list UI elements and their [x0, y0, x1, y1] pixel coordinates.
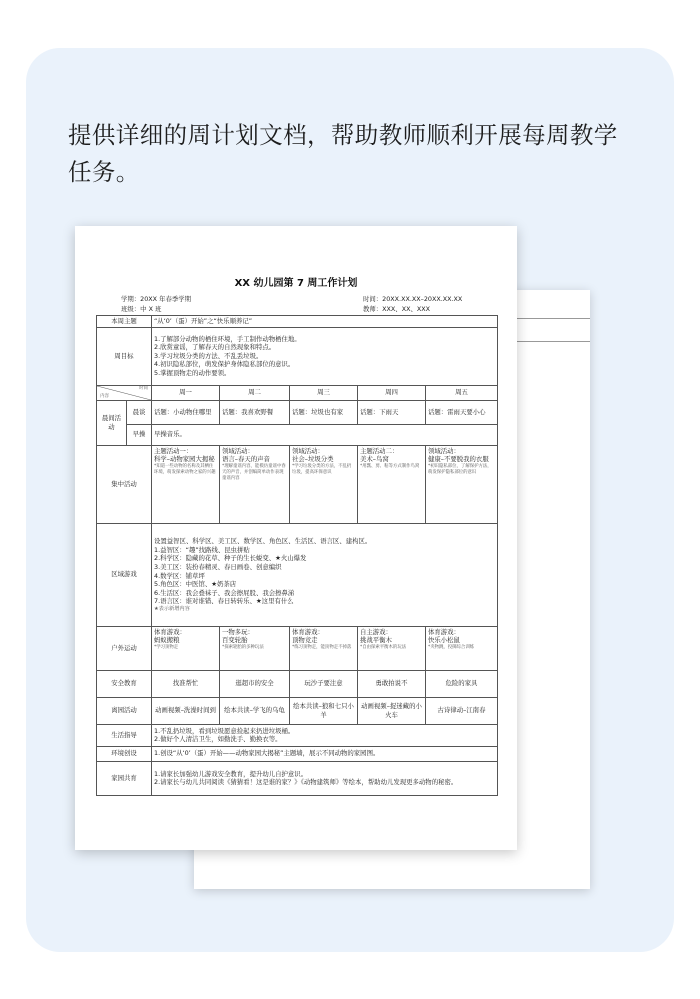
outdoor-head: 体育游戏：	[292, 627, 324, 636]
safety-item: 找准帮忙	[152, 670, 220, 697]
area-item: 7.语言区：谁对谁错、春日转转乐、★这里有什么	[154, 597, 294, 606]
back-page-cell	[509, 319, 590, 341]
parade-row	[97, 697, 498, 724]
parade-label: 离园活动	[97, 697, 152, 724]
home-list	[152, 761, 498, 795]
diag-time-label: 时间	[139, 385, 148, 391]
time-info: 时间：20XX.XX.XX–20XX.XX.XX	[363, 295, 463, 303]
home-label: 家园共育	[97, 761, 152, 795]
env-value: 1.创设“从‘0’（蛋）开始——动物家园大揭秘”主题墙，展示不同动物的家园图。	[152, 746, 498, 761]
focus-row	[97, 445, 498, 523]
env-label: 环境创设	[97, 746, 152, 761]
area-item: 设置益智区、科学区、美工区、数学区、角色区、生活区、语言区、建构区。	[154, 537, 372, 546]
outdoor-title: 挑战平衡木	[360, 636, 392, 645]
weekly-plan-document	[75, 226, 517, 850]
outdoor-head: 自主游戏：	[360, 627, 392, 636]
area-list	[152, 523, 498, 626]
outdoor-head: 体育游戏：	[154, 627, 186, 636]
safety-row	[97, 670, 498, 697]
goal-item: 3.学习垃圾分类的方法、不乱丢垃圾。	[154, 351, 263, 360]
focus-cell	[358, 445, 426, 523]
outdoor-note: *夹物跳，投掷综合训练	[428, 644, 475, 650]
outdoor-row	[97, 626, 498, 670]
parade-item: 古诗律动–江南春	[426, 697, 498, 724]
morning-talk-row	[97, 400, 498, 424]
theme-value: “从‘0’（蛋）开始”之“快乐顺养记”	[152, 316, 498, 328]
focus-note: *初识隐私部位，了解保护方法，萌发保护隐私部位的意识	[428, 463, 492, 475]
parade-item: 动画视频–捉迷藏的小火车	[358, 697, 426, 724]
day-header: 周五	[426, 385, 498, 400]
goals-row	[97, 327, 498, 385]
day-header: 周三	[290, 385, 358, 400]
morning-talk-topic: 话题：垃圾也有家	[290, 400, 358, 424]
outdoor-cell	[358, 626, 426, 670]
focus-head: 领域活动：	[222, 446, 254, 455]
area-item: 2.科学区：隐藏的花草、种子的生长蜕变、★火山爆发	[154, 554, 307, 563]
outdoor-head: 体育游戏：	[428, 627, 460, 636]
outdoor-cell	[426, 626, 498, 670]
focus-head: 主题活动一：	[154, 446, 193, 455]
life-row	[97, 724, 498, 746]
safety-item: 危险的家具	[426, 670, 498, 697]
outdoor-head: 一物多玩：	[222, 627, 254, 636]
area-item: 5.角色区：中医馆、★奶茶店	[154, 580, 237, 589]
morning-talk-topic: 话题：我喜欢野餐	[220, 400, 290, 424]
outdoor-cell	[290, 626, 358, 670]
teacher-info: 教师：XXX、XX、XXX	[363, 305, 430, 313]
outdoor-title: 顶物竞走	[292, 636, 318, 645]
morning-label: 晨间活动	[97, 400, 127, 445]
focus-head: 领域活动：	[428, 446, 460, 455]
focus-title: 美术–鸟窝	[360, 455, 389, 464]
diag-content-label: 内容	[100, 393, 109, 399]
theme-label: 本周主题	[97, 316, 152, 328]
life-list	[152, 724, 498, 746]
life-item: 1.不乱扔垃圾，看到垃圾愿意捡起来扔进垃圾桶。	[154, 726, 295, 735]
morning-exercise-label: 早操	[127, 424, 152, 445]
outdoor-note: *探索轮胎的多种玩法	[222, 644, 264, 650]
goal-item: 2.欣赏童谣，了解春天的自然现象和特点。	[154, 343, 276, 352]
semester-info: 学期：20XX 年春季学期	[121, 295, 192, 303]
morning-exercise-value: 早操音乐。	[152, 424, 498, 445]
parade-item: 绘本共读–狼和七只小羊	[290, 697, 358, 724]
area-item: 6.生活区：我会叠袜子、我会擦屁股、我会擦鼻涕	[154, 588, 295, 597]
outdoor-cell	[220, 626, 290, 670]
focus-title: 健康–不要脱我的衣服	[428, 455, 489, 464]
focus-cell	[426, 445, 498, 523]
safety-item: 勇敢拍说不	[358, 670, 426, 697]
morning-exercise-row	[97, 424, 498, 445]
area-label: 区域游戏	[97, 523, 152, 626]
outdoor-note: *练习顶物走，能顶物走不掉落	[292, 644, 352, 650]
morning-talk-topic: 话题：小动物住哪里	[152, 400, 220, 424]
area-item: 3.美工区：装扮春精灵、春日画卷、创意编织	[154, 563, 282, 571]
document-title: XX 幼儿园第 7 周工作计划	[234, 278, 358, 289]
parade-item: 动画视频–洗澡时间到	[152, 697, 220, 724]
focus-title: 社会–垃圾分类	[292, 455, 334, 464]
safety-item: 逛超市的安全	[220, 670, 290, 697]
goals-list	[152, 327, 498, 385]
outdoor-cell	[152, 626, 220, 670]
diagonal-header-cell	[97, 385, 152, 400]
goals-label: 周目标	[97, 327, 152, 385]
outdoor-title: 快乐小松鼠	[428, 636, 460, 645]
home-row	[97, 761, 498, 795]
focus-head: 主题活动二：	[360, 446, 399, 455]
class-info: 班级：中 X 班	[121, 305, 162, 313]
morning-talk-topic: 话题：下雨天	[358, 400, 426, 424]
safety-item: 玩沙子要注意	[290, 670, 358, 697]
outdoor-title: 蚂蚁搬粮	[154, 636, 180, 645]
focus-note: *学习垃圾分类的方法，不乱扔垃圾，提高环保意识	[292, 463, 352, 475]
goal-item: 5.掌握顶物走的动作要领。	[154, 368, 231, 377]
area-note: ★表示新增内容	[154, 605, 190, 612]
safety-label: 安全教育	[97, 670, 152, 697]
day-header: 周四	[358, 385, 426, 400]
focus-label: 集中活动	[97, 445, 152, 523]
focus-note: *知道一些动物的名称及其栖住环境，萌发探索动物之家的兴趣	[154, 463, 216, 475]
outdoor-note: *自由探索平衡木的玩法	[360, 644, 407, 650]
focus-title: 语言–春天的声音	[222, 455, 270, 464]
weekly-plan-table	[96, 315, 498, 796]
theme-row	[97, 316, 498, 328]
area-item: 4.数学区：铺草坪	[154, 571, 205, 580]
parade-item: 绘本共读–学飞的乌龟	[220, 697, 290, 724]
life-item: 2.做好个人清洁卫生，如勤洗手、勤换衣等。	[154, 735, 282, 744]
outdoor-note: *学习顶物走	[154, 644, 179, 650]
days-header-row	[97, 385, 498, 400]
outdoor-title: 百变轮胎	[222, 636, 248, 645]
focus-title: 科学–动物家园大揭秘	[154, 455, 215, 464]
day-header: 周二	[220, 385, 290, 400]
day-header: 周一	[152, 385, 220, 400]
area-item: 1.益智区：“趣”找路线、昆虫拼贴	[154, 545, 250, 554]
focus-note: *用瓢、剪、粘等方式制作鸟窝	[360, 463, 420, 469]
outdoor-label: 户外运动	[97, 626, 152, 670]
focus-cell	[290, 445, 358, 523]
focus-head: 领域活动：	[292, 446, 324, 455]
headline: 提供详细的周计划文档，帮助教师顺利开展每周教学任务。	[68, 121, 618, 186]
focus-note: *理解童谣内容，能模仿童谣中春天的声音，并创编简单动作表现童谣内容	[222, 463, 286, 481]
home-item: 1.请家长加强幼儿游戏安全教育，提升幼儿自护意识。	[154, 769, 308, 778]
focus-cell	[220, 445, 290, 523]
home-item: 2.请家长与幼儿共同阅读《猜猜看！这是谁的家？》《动物建筑师》等绘本，帮助幼儿发现更多动物的秘密。	[154, 778, 458, 787]
goal-item: 1.了解部分动物的栖住环境，手工制作动物栖住地。	[154, 334, 301, 343]
life-label: 生活指导	[97, 724, 152, 746]
morning-talk-topic: 话题：雷雨天要小心	[426, 400, 498, 424]
env-row	[97, 746, 498, 761]
focus-cell	[152, 445, 220, 523]
morning-talk-label: 晨谈	[127, 400, 152, 424]
goal-item: 4.初识隐私部位，萌发保护身体隐私部位的意识。	[154, 360, 295, 369]
area-row	[97, 523, 498, 626]
